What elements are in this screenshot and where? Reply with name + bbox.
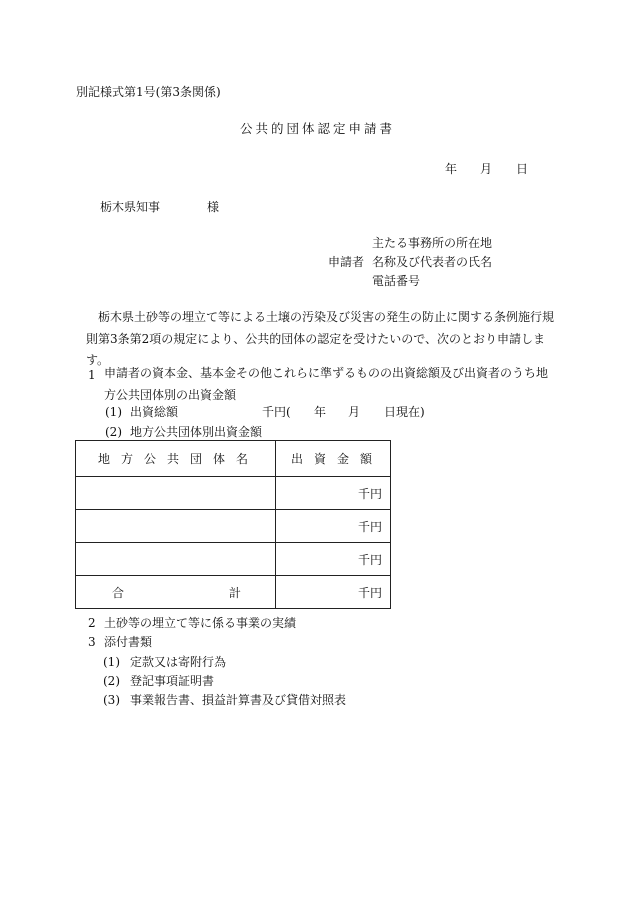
date-day: 日	[516, 162, 529, 176]
table-total-row	[76, 576, 391, 609]
amount-cell: 千円	[276, 510, 391, 543]
date-month: 月	[480, 162, 493, 176]
table-header-row	[76, 441, 391, 477]
list-item: 登記事項証明書	[130, 674, 215, 688]
item-number: (2)	[105, 425, 122, 439]
form-reference: 別記様式第1号(第3条関係)	[76, 85, 221, 99]
document-title: 公共的団体認定申請書	[240, 121, 396, 136]
applicant-field-phone: 電話番号	[372, 274, 421, 288]
entity-name-cell	[76, 543, 276, 576]
body-paragraph: 栃木県土砂等の埋立て等による土壌の汚染及び災害の発生の防止に関する条例施行規則第3条第2項の規定により、公共的団体の認定を受けたいので、次のとおり申請します。	[86, 310, 555, 367]
list-item-number: (2)	[103, 674, 120, 688]
table-row	[76, 477, 391, 510]
list-item-number: (1)	[103, 655, 120, 669]
section-1-number: 1	[88, 368, 96, 382]
addressee-name: 栃木県知事	[100, 200, 161, 214]
amount-cell: 千円	[276, 477, 391, 510]
total-label-left: 合	[112, 585, 125, 600]
header-entity-name: 地方公共団体名	[76, 441, 276, 477]
entity-name-cell	[76, 477, 276, 510]
table-row	[76, 543, 391, 576]
amount-cell: 千円	[276, 543, 391, 576]
contribution-table	[75, 440, 391, 609]
section-3-number: 3	[88, 635, 96, 649]
item-label: 地方公共団体別出資金額	[130, 425, 263, 439]
item-as-of: 日現在)	[384, 405, 425, 419]
item-number: (1)	[105, 405, 122, 419]
total-amount-cell: 千円	[276, 576, 391, 609]
item-label: 出資総額	[130, 405, 179, 419]
section-2-text: 土砂等の埋立て等に係る事業の実績	[104, 616, 297, 630]
list-item: 事業報告書、損益計算書及び貸借対照表	[130, 693, 347, 707]
header-amount: 出資金額	[276, 441, 391, 477]
section-2-number: 2	[88, 616, 96, 630]
item-month: 月	[348, 405, 361, 419]
list-item-number: (3)	[103, 693, 120, 707]
list-item: 定款又は寄附行為	[130, 655, 227, 669]
entity-name-cell	[76, 510, 276, 543]
section-3-text: 添付書類	[104, 635, 153, 649]
applicant-field-name: 名称及び代表者の氏名	[372, 255, 493, 269]
item-unit: 千円(	[262, 405, 291, 419]
total-label-cell	[76, 576, 276, 609]
applicant-field-address: 主たる事務所の所在地	[372, 236, 493, 250]
applicant-role: 申請者	[328, 255, 365, 269]
addressee-honorific: 様	[207, 200, 220, 214]
date-year: 年	[445, 162, 458, 176]
total-label-right: 計	[228, 585, 241, 600]
table-row	[76, 510, 391, 543]
item-year: 年	[314, 405, 327, 419]
section-1-text: 申請者の資本金、基本金その他これらに準ずるものの出資総額及び出資者のうち地方公共団体別の出資金額	[104, 366, 549, 402]
